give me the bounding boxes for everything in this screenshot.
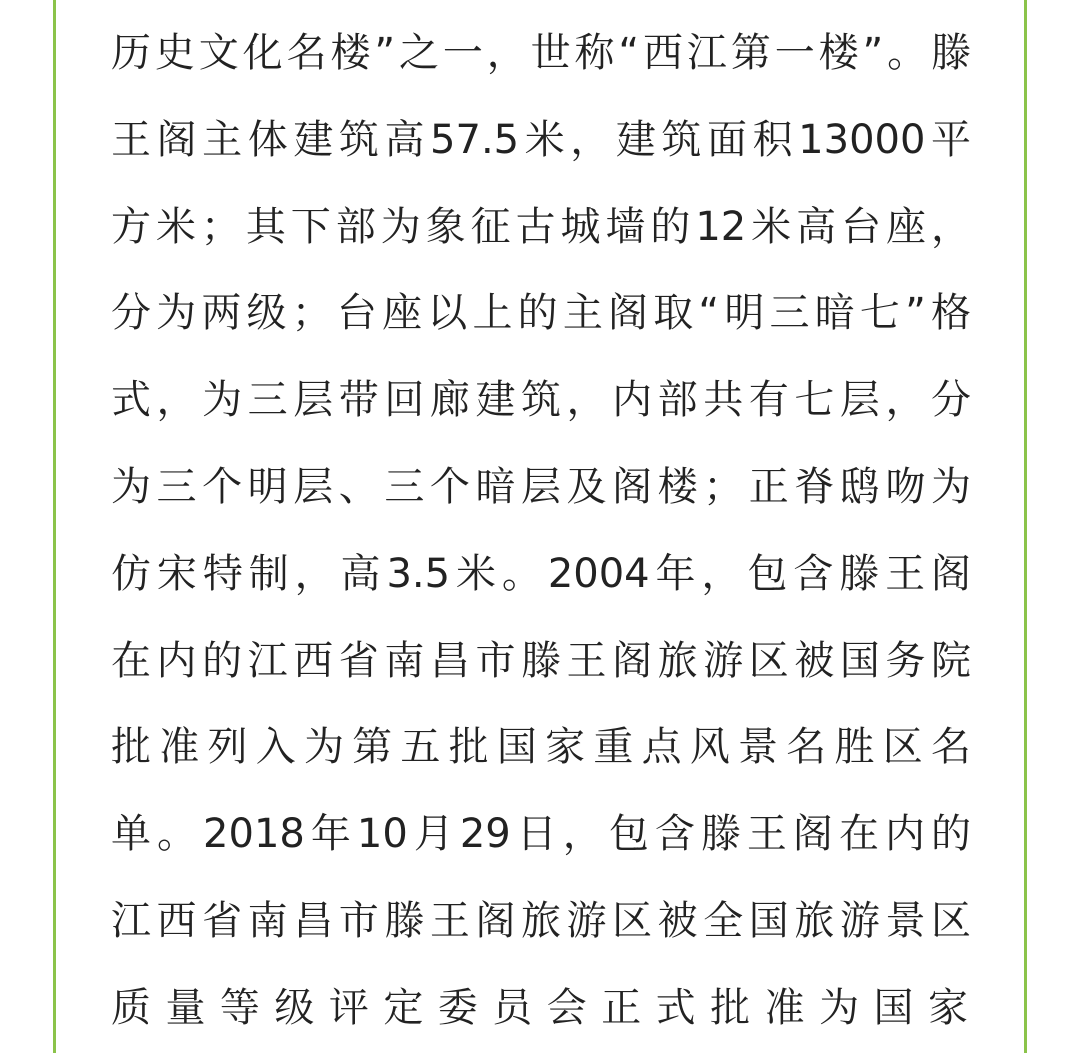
right-border-line (1024, 0, 1027, 1053)
text-line: 方米；其下部为象征古城墙的12米高台座， (111, 203, 971, 250)
text-line: 历史文化名楼”之一，世称“西江第一楼”。滕 (111, 30, 971, 76)
text-line: 式，为三层带回廊建筑，内部共有七层，分 (111, 377, 971, 424)
text-line: 为三个明层、三个暗层及阁楼；正脊鸱吻为 (111, 463, 971, 510)
left-border-line (53, 0, 56, 1053)
text-line: 江西省南昌市滕王阁旅游区被全国旅游景区 (111, 897, 971, 944)
text-line: 王阁主体建筑高57.5米，建筑面积13000平 (111, 116, 971, 163)
text-line: 单。2018年10月29日，包含滕王阁在内的 (111, 811, 971, 858)
article-body (111, 10, 971, 1052)
text-line: 批准列入为第五批国家重点风景名胜区名 (111, 724, 971, 771)
text-line: 仿宋特制，高3.5米。2004年，包含滕王阁 (111, 550, 971, 597)
text-line: 质量等级评定委员会正式批准为国家 (111, 984, 971, 1031)
text-line: 分为两级；台座以上的主阁取“明三暗七”格 (111, 290, 971, 337)
text-line: 在内的江西省南昌市滕王阁旅游区被国务院 (111, 637, 971, 684)
